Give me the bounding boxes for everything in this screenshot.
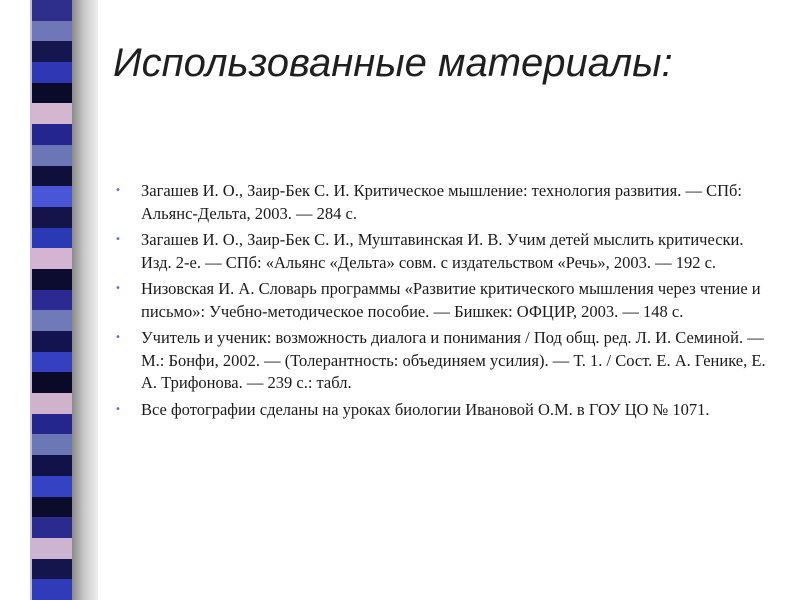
stripe-block <box>32 228 72 249</box>
stripe-block <box>32 124 72 145</box>
reference-text: Все фотографии сделаны на уроках биологии Ивановой О.М. в ГОУ ЦО № 1071. <box>141 399 710 419</box>
reference-text: Загашев И. О., Заир-Бек С. И., Муштавинская И. В. Учим детей мыслить критически. Изд. 2-е. — СПб: «Альянс «Дельта» совм. с издательством «Речь», 2003. — 192 с. <box>141 230 744 272</box>
slide-title: Использованные материалы: <box>113 41 673 85</box>
stripe-block <box>32 269 72 290</box>
stripe-block <box>32 62 72 83</box>
stripe-block <box>32 393 72 414</box>
bullet-icon: • <box>115 332 121 343</box>
stripe-block <box>32 455 72 476</box>
stripe-block <box>32 372 72 393</box>
stripe-block <box>32 103 72 124</box>
stripe-block <box>32 559 72 580</box>
reference-text: Учитель и ученик: возможность диалога и понимания / Под общ. ред. Л. И. Семиной. — М.: Бонфи, 2002. — (Толерантность: объединяем усилия). — Т. 1. / Сост. Е. А. Генике, Е. А. Трифонова. — 239 с.: табл. <box>141 328 766 392</box>
decorative-stripe <box>32 0 72 600</box>
stripe-block <box>32 517 72 538</box>
stripe-block <box>32 248 72 269</box>
stripe-block <box>32 331 72 352</box>
stripe-block <box>32 310 72 331</box>
reference-text: Загашев И. О., Заир-Бек С. И. Критическое мышление: технология развития. — СПб: Альянс-Дельта, 2003. — 284 с. <box>141 181 742 223</box>
bullet-icon: • <box>115 403 121 415</box>
stripe-block <box>32 207 72 228</box>
stripe-block <box>32 497 72 518</box>
bullet-icon: • <box>115 283 121 294</box>
reference-text: Низовская И. А. Словарь программы «Развитие критического мышления через чтение и письмо»: Учебно-методическое пособие. — Бишкек: ОФЦИР, 2003. — 148 с. <box>141 279 761 321</box>
reference-item <box>113 278 778 323</box>
stripe-block <box>32 83 72 104</box>
stripe-block <box>32 41 72 62</box>
stripe-block <box>32 352 72 373</box>
stripe-block <box>32 290 72 311</box>
reference-item <box>113 327 778 395</box>
stripe-shadow <box>72 0 98 600</box>
stripe-block <box>32 414 72 435</box>
bullet-icon: • <box>115 234 121 245</box>
stripe-block <box>32 166 72 187</box>
reference-item <box>113 229 778 274</box>
stripe-block <box>32 434 72 455</box>
stripe-block <box>32 538 72 559</box>
reference-item <box>113 399 778 422</box>
stripe-block <box>32 145 72 166</box>
stripe-block <box>32 21 72 42</box>
stripe-block <box>32 186 72 207</box>
bullet-icon: • <box>115 185 121 196</box>
stripe-block <box>32 0 72 21</box>
stripe-block <box>32 579 72 600</box>
reference-item <box>113 180 778 225</box>
references-list <box>113 180 778 425</box>
stripe-block <box>32 476 72 497</box>
